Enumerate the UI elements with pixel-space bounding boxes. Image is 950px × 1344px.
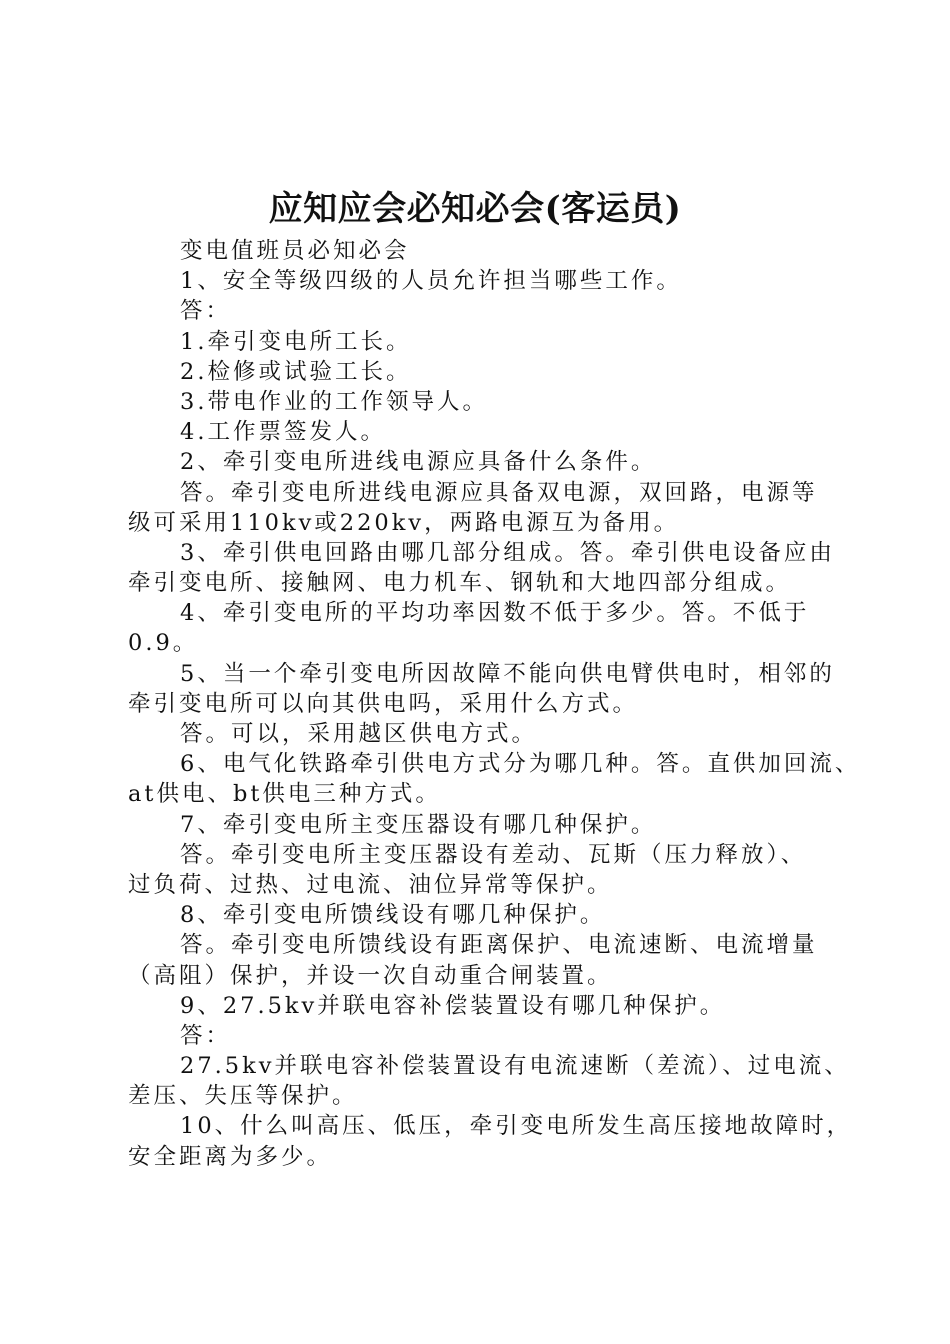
question-10-line-2: 安全距离为多少。 [128,1143,333,1170]
section-heading: 变电值班员必知必会 [180,238,410,264]
question-3-line-2: 牵引变电所、接触网、电力机车、钢轨和大地四部分组成。 [128,570,792,597]
answer-label-1: 答： [180,298,232,325]
question-10-line-1: 10、什么叫高压、低压，牵引变电所发生高压接地故障时， [180,1113,853,1140]
document-title: 应知应会必知必会(客运员) [268,189,682,229]
question-9: 9、27.5kv并联电容补偿装置设有哪几种保护。 [180,992,726,1019]
answer-7-line-1: 答。牵引变电所主变压器设有差动、瓦斯（压力释放）、 [180,841,807,868]
answer-2-line-2: 级可采用110kv或220kv，两路电源互为备用。 [128,509,680,536]
answer-9-line-2: 差压、失压等保护。 [128,1083,358,1110]
answer-9-line-1: 27.5kv并联电容补偿装置设有电流速断（差流）、过电流、 [180,1053,850,1080]
question-8: 8、牵引变电所馈线设有哪几种保护。 [180,902,606,929]
question-2: 2、牵引变电所进线电源应具备什么条件。 [180,449,657,476]
answer-5: 答。可以，采用越区供电方式。 [180,721,538,747]
question-3-line-1: 3、牵引供电回路由哪几部分组成。答。牵引供电设备应由 [180,539,835,566]
answer-1-item-2: 2.检修或试验工长。 [180,358,412,385]
answer-8-line-2: （高阻）保护，并设一次自动重合闸装置。 [128,962,613,989]
answer-1-item-3: 3.带电作业的工作领导人。 [180,388,488,415]
answer-8-line-1: 答。牵引变电所馈线设有距离保护、电流速断、电流增量 [180,932,818,959]
answer-1-item-1: 1.牵引变电所工长。 [180,328,412,355]
question-4-line-2: 0.9。 [128,630,199,657]
answer-label-9: 答： [180,1022,232,1049]
answer-2-line-1: 答。牵引变电所进线电源应具备双电源，双回路，电源等 [180,479,818,506]
answer-7-line-2: 过负荷、过热、过电流、油位异常等保护。 [128,871,613,898]
question-6-line-2: at供电、bt供电三种方式。 [128,781,441,808]
question-6-line-1: 6、电气化铁路牵引供电方式分为哪几种。答。直供加回流、 [180,751,861,778]
question-4-line-1: 4、牵引变电所的平均功率因数不低于多少。答。不低于 [180,600,810,627]
answer-1-item-4: 4.工作票签发人。 [180,419,386,446]
question-7: 7、牵引变电所主变压器设有哪几种保护。 [180,811,657,838]
question-5-line-1: 5、当一个牵引变电所因故障不能向供电臂供电时，相邻的 [180,660,835,687]
document-body [128,236,861,1172]
question-5-line-2: 牵引变电所可以向其供电吗，采用什么方式。 [128,690,639,717]
question-1: 1、安全等级四级的人员允许担当哪些工作。 [180,268,682,295]
